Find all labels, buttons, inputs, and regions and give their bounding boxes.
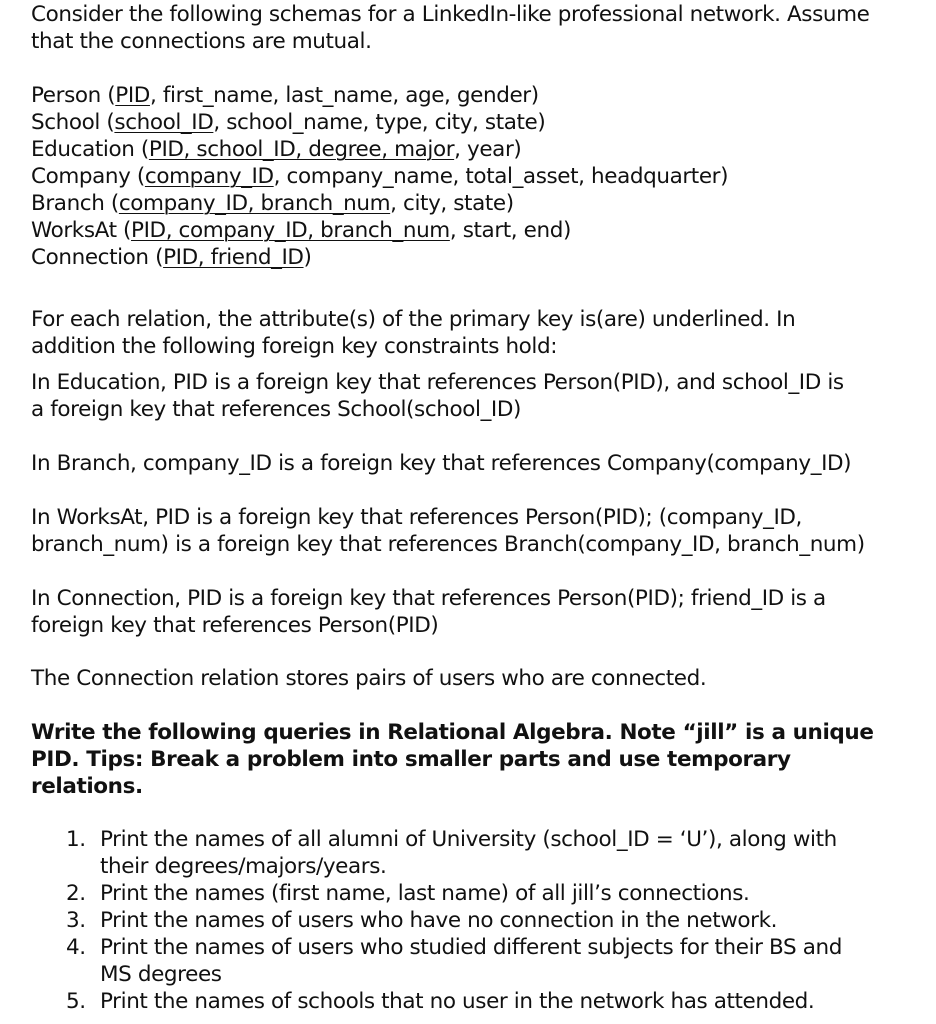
schema-attributes: , school_name, type, city, state) bbox=[213, 110, 546, 135]
primary-key: PID bbox=[115, 83, 150, 108]
fk-line: In Connection, PID is a foreign key that references Person(PID); friend_ID is a bbox=[31, 586, 826, 611]
instructions bbox=[31, 719, 911, 800]
schema-name: Connection ( bbox=[31, 245, 164, 270]
list-number: 2. bbox=[66, 881, 86, 906]
list-item bbox=[31, 934, 911, 988]
schema-education bbox=[31, 136, 911, 163]
schema-name: Person ( bbox=[31, 83, 116, 108]
instruction-line: PID. Tips: Break a problem into smaller parts and use temporary bbox=[31, 747, 791, 772]
fk-connection bbox=[31, 585, 911, 639]
list-number: 4. bbox=[66, 935, 86, 960]
schema-name: Company ( bbox=[31, 164, 145, 189]
instruction-line: relations. bbox=[31, 774, 143, 799]
primary-key: school_ID bbox=[114, 110, 214, 135]
query-text: Print the names of all alumni of University (school_ID = ‘U’), along with bbox=[100, 827, 837, 852]
primary-key: PID, school_ID, degree, major bbox=[148, 137, 455, 162]
schema-attributes: , year) bbox=[454, 137, 522, 162]
note-line: The Connection relation stores pairs of users who are connected. bbox=[31, 666, 707, 691]
list-number: 5. bbox=[66, 989, 86, 1014]
intro-line: that the connections are mutual. bbox=[31, 29, 372, 54]
fk-line: branch_num) is a foreign key that references Branch(company_ID, branch_num) bbox=[31, 532, 865, 557]
fk-line: In WorksAt, PID is a foreign key that references Person(PID); (company_ID, bbox=[31, 505, 802, 530]
intro-line: Consider the following schemas for a LinkedIn-like professional network. Assume bbox=[31, 2, 870, 27]
fk-branch bbox=[31, 450, 911, 477]
schema-attributes: , city, state) bbox=[390, 191, 514, 216]
instruction-line: Write the following queries in Relational Algebra. Note “jill” is a unique bbox=[31, 720, 874, 745]
primary-key-note bbox=[31, 306, 911, 360]
schema-name: Branch ( bbox=[31, 191, 119, 216]
list-number: 3. bbox=[66, 908, 86, 933]
fk-line: In Branch, company_ID is a foreign key that references Company(company_ID) bbox=[31, 451, 852, 476]
query-text: Print the names of users who have no connection in the network. bbox=[100, 908, 778, 933]
schema-attributes: ) bbox=[303, 245, 312, 270]
schema-school bbox=[31, 109, 911, 136]
primary-key: PID, friend_ID bbox=[163, 245, 304, 270]
primary-key: company_ID bbox=[144, 164, 274, 189]
list-item bbox=[31, 880, 911, 907]
primary-key: PID, company_ID, branch_num bbox=[131, 218, 450, 243]
query-text: their degrees/majors/years. bbox=[100, 854, 387, 879]
query-text: Print the names (first name, last name) of all jill’s connections. bbox=[100, 881, 750, 906]
schema-name: Education ( bbox=[31, 137, 149, 162]
query-text: Print the names of schools that no user in the network has attended. bbox=[100, 989, 815, 1014]
query-text: MS degrees bbox=[100, 962, 222, 987]
schema-attributes: , first_name, last_name, age, gender) bbox=[149, 83, 539, 108]
fk-line: In Education, PID is a foreign key that references Person(PID), and school_ID is bbox=[31, 370, 844, 395]
schema-name: WorksAt ( bbox=[31, 218, 132, 243]
query-list bbox=[31, 826, 911, 1015]
schema-company bbox=[31, 163, 911, 190]
intro-paragraph bbox=[31, 1, 911, 55]
note-line: addition the following foreign key constraints hold: bbox=[31, 334, 558, 359]
schema-list bbox=[31, 82, 911, 271]
query-text: Print the names of users who studied different subjects for their BS and bbox=[100, 935, 842, 960]
list-number: 1. bbox=[66, 827, 86, 852]
fk-education bbox=[31, 369, 911, 423]
schema-attributes: , company_name, total_asset, headquarter) bbox=[273, 164, 729, 189]
schema-connection bbox=[31, 244, 911, 271]
schema-worksat bbox=[31, 217, 911, 244]
fk-line: foreign key that references Person(PID) bbox=[31, 613, 439, 638]
schema-name: School ( bbox=[31, 110, 115, 135]
list-item bbox=[31, 907, 911, 934]
note-line: For each relation, the attribute(s) of the primary key is(are) underlined. In bbox=[31, 307, 796, 332]
fk-line: a foreign key that references School(school_ID) bbox=[31, 397, 521, 422]
list-item bbox=[31, 826, 911, 880]
connection-note bbox=[31, 665, 911, 692]
fk-worksat bbox=[31, 504, 911, 558]
schema-attributes: , start, end) bbox=[449, 218, 571, 243]
list-item bbox=[31, 988, 911, 1015]
schema-branch bbox=[31, 190, 911, 217]
schema-person bbox=[31, 82, 911, 109]
primary-key: company_ID, branch_num bbox=[118, 191, 391, 216]
